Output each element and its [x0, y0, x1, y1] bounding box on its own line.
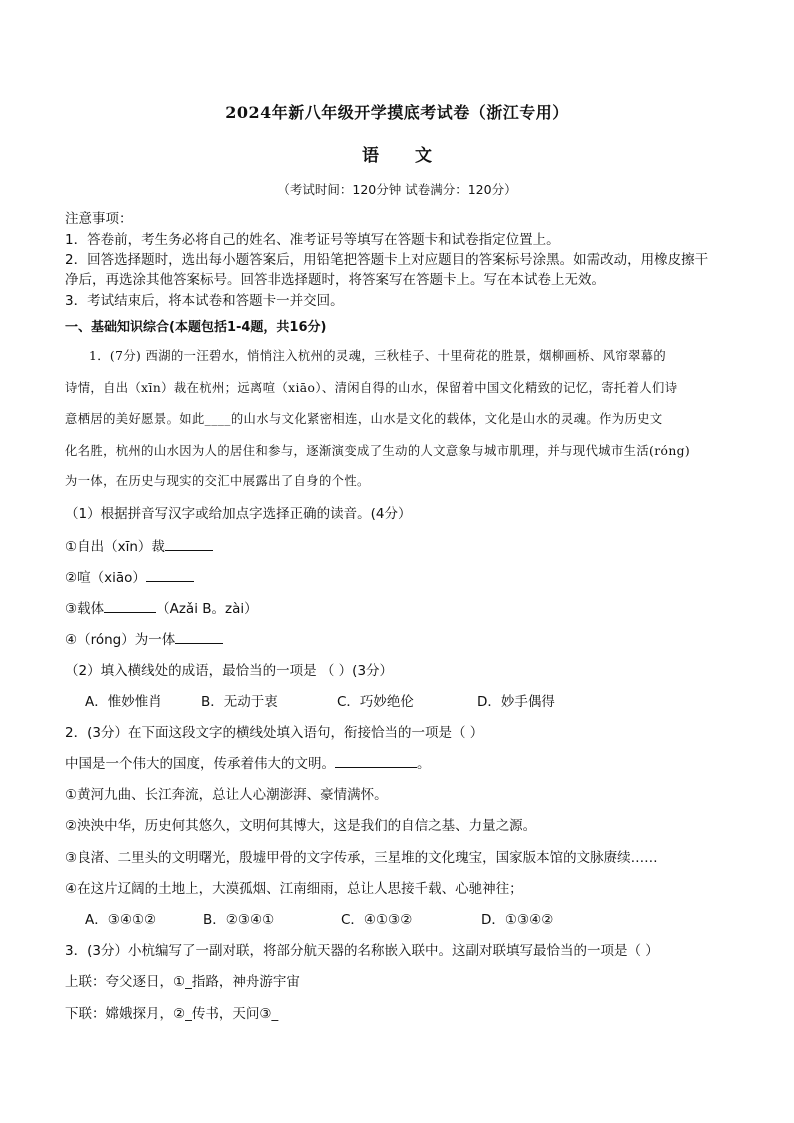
q1-answer-1 [65, 535, 729, 555]
passage-line: 化名胜，杭州的山水因为人的居住和参与，逐渐演变成了生动的人文意象与城市肌理，并与现代城市生活(róng) [65, 444, 691, 458]
answer-blank [175, 629, 223, 644]
q3-lower-couplet: 下联：嫦娥探月，②_传书，天问③_ [65, 1006, 279, 1022]
passage-line: 意栖居的美好愿景。如此____的山水与文化紧密相连，山水是文化的载体，文化是山水的灵魂。作为历史文 [65, 412, 663, 426]
option-b: B．②③④① [203, 912, 275, 928]
q2-lead-end: 。 [417, 756, 431, 772]
answer-blank [104, 598, 156, 613]
exam-info: （考试时间：120分钟 试卷满分：120分） [277, 182, 517, 197]
q1-answer-3 [65, 597, 729, 617]
answer-label: ④（róng）为一体 [65, 632, 176, 648]
option-c: C．巧妙绝伦 [337, 694, 414, 710]
q2-sentence-3: ③良渚、二里头的文明曙光，殷墟甲骨的文字传承，三星堆的文化瑰宝，国家版本馆的文脉赓续…… [65, 850, 658, 866]
q2-sentence-4: ④在这片辽阔的土地上，大漠孤烟、江南细雨，总让人思接千载、心驰神往； [65, 881, 523, 897]
passage-line: 为一体，在历史与现实的交汇中展露出了自身的个性。 [65, 474, 370, 488]
q1-answer-2 [65, 566, 729, 586]
q1-options [65, 690, 729, 710]
answer-choices: （Azǎi B。zài） [156, 601, 258, 617]
note-1: 1．答卷前，考生务必将自己的姓名、准考证号等填写在答题卡和试卷指定位置上。 [65, 232, 560, 248]
answer-label: ③载体 [65, 601, 105, 617]
answer-blank [146, 567, 194, 582]
option-a: A．惟妙惟肖 [85, 694, 162, 710]
q2-lead-text: 中国是一个伟大的国度，传承着伟大的文明。 [65, 756, 335, 772]
q2-stem: 2．(3分）在下面这段文字的横线处填入语句，衔接恰当的一项是（ ） [65, 725, 484, 741]
subject-title: 语文 [362, 146, 468, 166]
q3-stem: 3．(3分）小杭编写了一副对联，将部分航天器的名称嵌入联中。这副对联填写最恰当的一项是（ ） [65, 943, 659, 959]
passage-line: 诗情，自出（xīn）裁在杭州；远离喧（xiāo）、清闲自得的山水，保留着中国文化精致的记忆，寄托着人们诗 [65, 381, 678, 395]
option-d: D．①③④② [481, 912, 554, 928]
exam-title: 2024年新八年级开学摸底考试卷（浙江专用） [225, 103, 569, 122]
note-2a: 2．回答选择题时，选出每小题答案后，用铅笔把答题卡上对应题目的答案标号涂黑。如需改动，用橡皮擦干 [65, 252, 709, 268]
q2-options [65, 908, 729, 928]
section-heading: 一、基础知识综合(本题包括1-4题，共16分) [65, 320, 327, 335]
q2-sentence-2: ②泱泱中华，历史何其悠久，文明何其博大，这是我们的自信之基、力量之源。 [65, 818, 537, 834]
notes-heading: 注意事项： [65, 211, 133, 227]
answer-blank [335, 753, 417, 768]
option-d: D．妙手偶得 [477, 694, 555, 710]
q2-lead [65, 752, 729, 772]
option-c: C．④①③② [341, 912, 413, 928]
answer-label: ②喧（xiāo） [65, 570, 146, 586]
answer-blank [165, 536, 213, 551]
option-b: B．无动于衷 [201, 694, 278, 710]
note-2b: 净后，再选涂其他答案标号。回答非选择题时，将答案写在答题卡上。写在本试卷上无效。 [65, 272, 605, 288]
q1-sub2: （2）填入横线处的成语，最恰当的一项是 （ ）(3分） [65, 663, 394, 679]
q3-upper-couplet: 上联：夸父逐日，①_指路，神舟游宇宙 [65, 974, 300, 990]
note-3: 3．考试结束后，将本试卷和答题卡一并交回。 [65, 293, 344, 309]
q1-sub1: （1）根据拼音写汉字或给加点字选择正确的读音。(4分） [65, 506, 412, 522]
q1-answer-4 [65, 628, 729, 648]
passage-line: 1．(7分) 西湖的一汪碧水，悄悄注入杭州的灵魂，三秋桂子、十里荷花的胜景，烟柳画桥、风帘翠幕的 [89, 349, 667, 363]
q2-sentence-1: ①黄河九曲、长江奔流，总让人心潮澎湃、豪情满怀。 [65, 787, 388, 803]
answer-label: ①自出（xīn）裁 [65, 539, 165, 555]
option-a: A．③④①② [85, 912, 157, 928]
